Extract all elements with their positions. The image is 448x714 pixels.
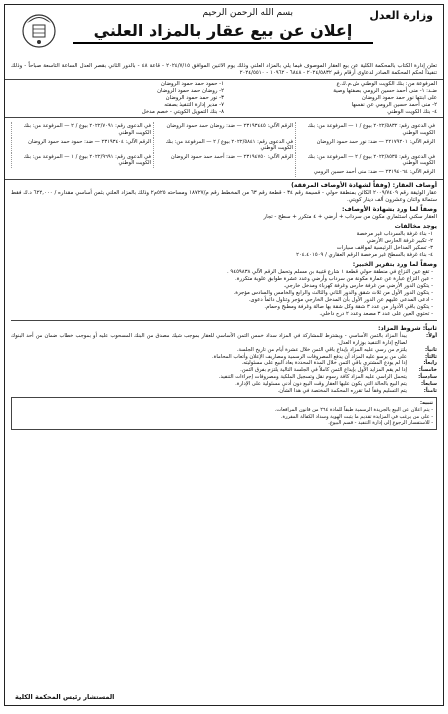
condition-text: يتم التسليم وفقاً لما تقرره المحكمة المختصة في هذا الشأن.: [277, 387, 407, 394]
condition-row: [5, 367, 443, 374]
condition-text: يلتزم من رسي عليه المزاد بإيداع باقي الثمن خلال عشرة أيام من تاريخ الجلسة.: [236, 346, 407, 353]
case-cell: في الدعوى رقم: ٢٠٢٢/٥٨٣٢ بيوع / ١ — المرفوعة من: بنك الكويت الوطني: [295, 122, 437, 137]
note-item: - للاستفسار الرجوع إلى إدارة التنفيذ - قسم البيوع.: [328, 420, 433, 427]
party-line: ٨- بنك التمويل الكويتي - خصم مدخل: [141, 109, 224, 116]
list-item: - يتكون الدور الأرضي من غرفة حارس وغرفة كهرباء ومدخل خارجي.: [283, 283, 433, 290]
intro-text: تعلن إدارة الكتاب بالمحكمة الكلية عن بيع العقار الموصوف فيما يلي بالمزاد العلني وذلك يوم الاثنين الموافق ٢٠٢٤/٧/١٥ - قاعة ٤٨ - بالدور الثاني بقصر العدل الساعة التاسعة صباحاً - وذلك تنفيذاً لحكم المحكمة الصادر لدعاوى أرقام رقم ٢٠٢٤/٥٨٣٢ - ٦٨٤٨ - ١٠٩٦٢ - ٢٠٢٤/٥٥١٠: [11, 63, 437, 77]
case-cell: في الدعوى رقم: ٢٠٢٢/٧٠٩١ بيوع / ٢ — المرفوعة من: بنك الكويت الوطني: [11, 122, 153, 137]
parties-block: [5, 79, 443, 118]
condition-row: [5, 333, 443, 347]
header: [5, 5, 443, 63]
condition-text: إذا لم يودع المشتري باقي الثمن خلال المدة المحددة يعاد البيع على مسئوليته.: [241, 360, 407, 367]
condition-label: ثامناً:: [423, 387, 437, 394]
basmala: بسم الله الرحمن الرحيم: [202, 8, 293, 18]
condition-label: ثالثاً:: [425, 353, 437, 360]
list-item: ٢- تكبير غرفة الحارس الأرضي: [366, 238, 433, 245]
party-line: ٤- بنك الكويت الوطني: [387, 109, 437, 116]
party-line: ٧- مدير إدارة التنفيذ بصفته: [164, 102, 224, 109]
case-cell: الرقم الآلي: ٢٢١٧٩٢٠١ — ضد: نور حمد حمود الروضان: [295, 138, 437, 153]
party-line: ٢- روضان حمد حمود الروضان: [157, 88, 224, 95]
kuwait-emblem-icon: [17, 7, 61, 53]
party-line: على ابنتها نور حمد حمود الروضان: [361, 95, 437, 102]
condition-row: [5, 354, 443, 361]
case-cell: في الدعوى رقم: ٢٠٢٢/٨٥٣٥ بيوع / ٢ — المرفوعة من: بنك الكويت الوطني: [295, 153, 437, 168]
condition-text: إذا لم يقم المزايد الأول بإيداع الثمن كاملاً في الجلسة التالية يلتزم بفرق الثمن.: [240, 367, 407, 374]
condition-row: [5, 388, 443, 395]
condition-label: خامساً:: [418, 367, 437, 374]
list-item: - تقع عين النزاع في منطقة حولي قطعة ١ شارع قتيبة بن مسلم وتحمل الرقم الآلي ٩٤٥٩٨٣٨ .: [227, 269, 433, 276]
violations-heading: يوجد مخالفات: [394, 223, 437, 231]
case-cell: في الدعوى رقم: ٢٠٢٢/٩٦٩١ بيوع / ١ — المرفوعة من: بنك الكويت الوطني: [11, 153, 153, 168]
case-cell: الرقم الآلي: ٢٣١٩٤٧٥٠ — ضد: أحمد حمد حمود الروضان: [153, 153, 295, 168]
condition-text: يبدأ المزاد بالثمن الأساسي - ويشترط للمشاركة في المزاد سداد خمس الثمن الأساسي للعقار بموجب شيك مصدق من البنك المسحوب عليه أو بموجب خطاب ضمان من أحد البنوك لصالح إدارة التنفيذ بوزارة العدل.: [11, 333, 407, 346]
party-line: ٣- نور حمد حمود الروضان: [165, 95, 224, 102]
condition-label: رابعاً:: [423, 360, 437, 367]
note-item: - على من يرغب في المزايدة تقديم ما يثبت الهوية وسداد الكفالة المقررة.: [280, 413, 433, 420]
condition-text: يتحمل الراسي عليه المزاد كافة رسوم نقل وتسجيل الملكية ومصروفات إجراءات التنفيذ.: [218, 373, 407, 380]
notes-heading: تنبيه:: [419, 400, 433, 407]
party-line: المرفوعة من: بنك الكويت الوطني ش.م.ك.ع: [336, 81, 437, 88]
description-line: العقار سكني استثماري مكون من سرداب + أرضي + ٤ متكرر + سطح - تجار: [263, 213, 437, 220]
list-item: - ادعى المدعى عليهم عن الدور الأول بأن المدخل الخارجي مؤجر وتناول دائماً دعوى.: [248, 297, 433, 304]
conditions-heading: ثانياً: شروط المزاد:: [377, 325, 437, 333]
condition-label: ثانياً:: [425, 346, 437, 353]
list-item: ٣- تسكير المداخل الرئيسية لمواقف سيارات: [336, 245, 433, 252]
violations-list: [5, 231, 443, 259]
party-line: ١- حمود حمد حمود الروضان: [160, 81, 224, 88]
condition-row: [5, 381, 443, 388]
page-title: إعلان عن بيع عقار بالمزاد العلني: [73, 21, 373, 44]
list-item: ١- بناء غرفة بالسرداب غير مرخصة: [356, 231, 433, 238]
report-heading: وصفاً لما ورد بتقرير الخبير:: [352, 261, 437, 269]
description-heading: أوصاف العقار: (وفقاً لشهادة الأوصاف المرفقة): [291, 181, 437, 189]
condition-text: على من يرسو عليه المزاد أن يدفع المصروفات الرسمية ومصاريف الإعلان وأتعاب المحاماة.: [212, 353, 407, 360]
case-cell: الرقم الآلي: ٢٣١٩٣٤٠٤ — ضد: حمود حمد حمود الروضان: [11, 138, 153, 153]
note-item: - يتم اعلان عن البيع بالجريدة الرسمية طبقاً للمادة ٢٦٤ من قانون المرافعات.: [274, 406, 433, 413]
list-item: - عين النزاع عبارة عن عمارة مكونة من سرداب وأرضي وعدد عشرة طوابق علوية متكررة.: [235, 276, 433, 283]
case-cell: في الدعوى رقم: ٢٠٢٢/٥٨٤١ بيوع / ٢ — المرفوعة من: بنك الكويت الوطني: [153, 138, 295, 153]
condition-label: سادساً:: [418, 373, 437, 380]
cases-grid: [5, 120, 443, 179]
description-subheading: وصفاً لما ورد بشهادة الأوصاف:: [342, 205, 437, 213]
condition-text: يتم البيع بالحالة التي يكون عليها العقار وقت البيع دون أدنى مسئولية على الإدارة.: [235, 380, 407, 387]
condition-row: [5, 374, 443, 381]
condition-row: [5, 347, 443, 354]
divider: [11, 320, 437, 321]
case-cell: الرقم الآلي: ٢٣١٩٣٤٤٥ — ضد: روضان حمد حمود الروضان: [153, 122, 295, 137]
description-body: عقار الوثيقة رقم ٢٠٠٩/٧٤٠٩ الكائن بمنطقة حولي - قسيمة رقم ٣٤ - قطعة رقم ٦٣ من المخطط رقم م/١٨٧٢٧ ومساحته ٥٢٥م٢ وذلك بالمزاد العلني بثمن أساسي مقداره / ٦٢٢,٠٠٠ د.ك فقط ستمائة واثنان وعشرون ألف دينار كويتي.: [11, 189, 437, 203]
condition-label: سابعاً:: [421, 380, 437, 387]
list-item: - يتكون باقي الأدوار من عدد ٣ شقة وكل شقة بها صالة وغرفة ومطبخ وحمام.: [264, 304, 433, 311]
notes-box: [11, 397, 437, 429]
ministry-name: وزارة العدل: [369, 9, 433, 22]
list-item: - يتكون الدور الأول من ثلاث شقق والدور الثاني والثالث والرابع والخامس والسادس مؤجرة.: [233, 290, 433, 297]
announcement-page: [4, 4, 444, 706]
list-item: ٤- بناء غرفة بالسطح غير مرخصة الرقم العقاري / ٢٠٤.٤٠١٥٠٩: [296, 252, 433, 259]
party-line: ٢- منى أحمد حسين الرومي عن نفسها: [351, 102, 437, 109]
case-cell: الرقم الآلي: ٢٣١٩٤٠٦٤ — ضد: منى أحمد حسين الرومي: [295, 168, 437, 177]
signature: المستشار رئيس المحكمة الكلية: [15, 693, 115, 701]
report-list: [5, 269, 443, 318]
party-line: ضـد: ١- منى أحمد حسين الرومي بصفتها وصية: [333, 88, 437, 95]
condition-label: أولاً:: [426, 333, 437, 340]
list-item: - تحتوي العين على عدد ٣ مصعد وعدد ٢ درج داخلي.: [319, 311, 433, 318]
